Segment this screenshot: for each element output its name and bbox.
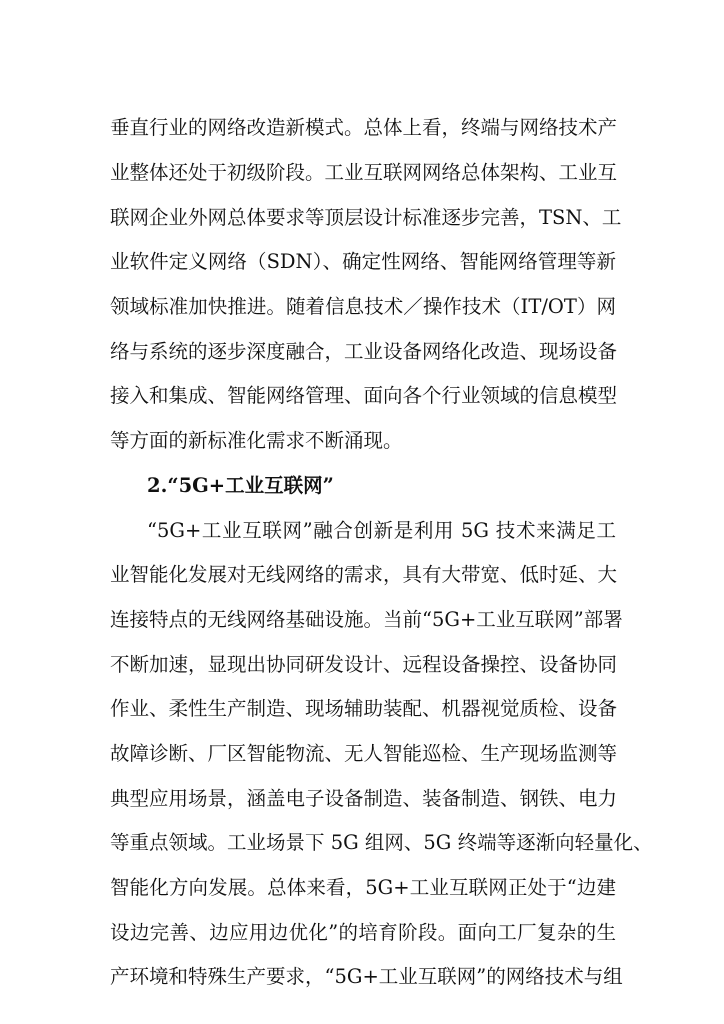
paragraph-line: 等重点领域。工业场景下 5G 组网、5G 终端等逐渐向轻量化、 — [110, 831, 653, 854]
paragraph-line: 智能化方向发展。总体来看，5G+工业互联网正处于“边建 — [110, 876, 616, 899]
paragraph-line: 业智能化发展对无线网络的需求，具有大带宽、低时延、大 — [110, 563, 618, 586]
paragraph-line: 业整体还处于初级阶段。工业互联网网络总体架构、工业互 — [110, 161, 618, 184]
paragraph-line: 产环境和特殊生产要求，“5G+工业互联网”的网络技术与组 — [110, 965, 623, 988]
paragraph-line: 垂直行业的网络改造新模式。总体上看，终端与网络技术产 — [110, 116, 618, 139]
paragraph-line: 不断加速，显现出协同研发设计、远程设备操控、设备协同 — [110, 653, 618, 676]
paragraph-line: 故障诊断、厂区智能物流、无人智能巡检、生产现场监测等 — [110, 742, 618, 765]
paragraph-line: 业软件定义网络（SDN）、确定性网络、智能网络管理等新 — [110, 250, 616, 273]
section-heading: 2.“5G+工业互联网” — [147, 474, 334, 497]
paragraph-line: 等方面的新标准化需求不断涌现。 — [110, 429, 403, 452]
paragraph-line: “5G+工业互联网”融合创新是利用 5G 技术来满足工 — [147, 519, 616, 542]
paragraph-line: 领域标准加快推进。随着信息技术／操作技术（IT/OT）网 — [110, 295, 616, 318]
paragraph-line: 联网企业外网总体要求等顶层设计标准逐步完善，TSN、工 — [110, 206, 622, 229]
paragraph-line: 络与系统的逐步深度融合，工业设备网络化改造、现场设备 — [110, 340, 618, 363]
paragraph-line: 作业、柔性生产制造、现场辅助装配、机器视觉质检、设备 — [110, 697, 618, 720]
paragraph-line: 设边完善、边应用边优化”的培育阶段。面向工厂复杂的生 — [110, 921, 616, 944]
paragraph-line: 连接特点的无线网络基础设施。当前“5G+工业互联网”部署 — [110, 608, 623, 631]
paragraph-line: 典型应用场景，涵盖电子设备制造、装备制造、钢铁、电力 — [110, 787, 618, 810]
paragraph-line: 接入和集成、智能网络管理、面向各个行业领域的信息模型 — [110, 384, 618, 407]
